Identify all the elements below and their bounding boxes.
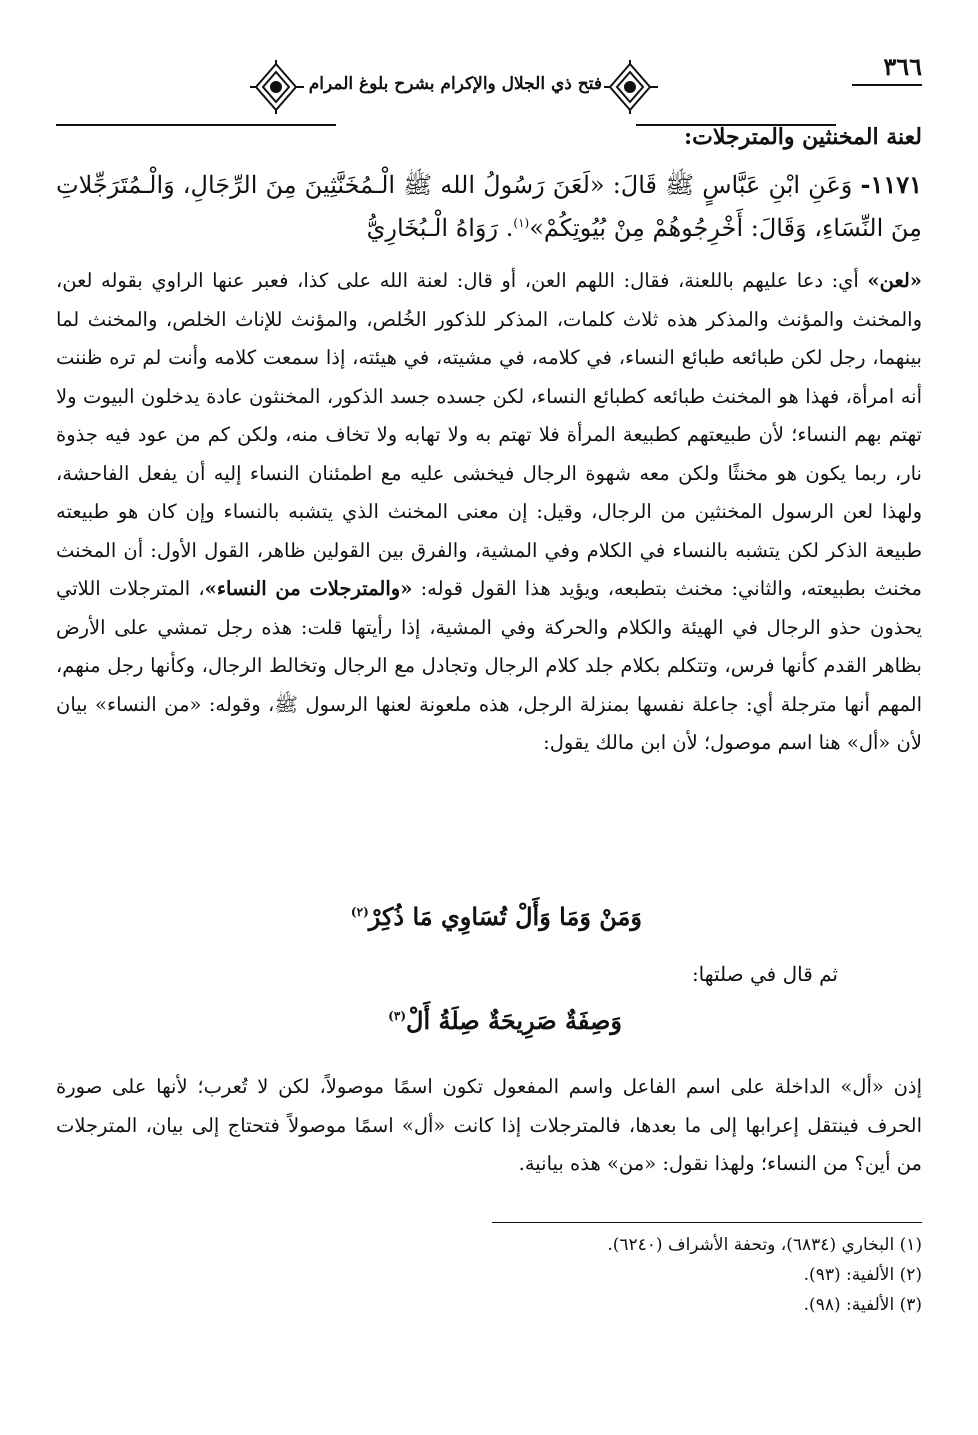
hadith-text [56,166,922,247]
keyword-mutarajjilat: «والمترجلات من النساء» [204,577,413,600]
commentary-part-2: ، المترجلات اللاتي يحذون حذو الرجال في الهيئة والكلام والحركة وفي المشية، إذا رأيتها قلت: هذه رجل تمشي على الأرض بظاهر القدم كأنها فرس، وتتكلم بكلام جلد كلام الرجال وتجادل مع الرجال وتخالط الرجال، وكأنها رجل منهم، المهم أنها مترجلة أي: جاعلة نفسها بمنزلة الرجل، هذه ملعونة لعنها الرسول ﷺ، وقوله: «من النساء» بيان لأن «أل» هنا اسم موصول؛ لأن ابن مالك يقول: [56,577,922,754]
keyword-lan: «لعن» [867,269,922,292]
page-header [56,48,922,118]
then-said-line: ثم قال في صلتها: [691,962,838,986]
poetry-verse-2 [388,1006,622,1035]
footnote-2: (٢) الألفية: (٩٣). [803,1265,922,1285]
footnote-3: (٣) الألفية: (٩٨). [803,1295,922,1315]
header-rule [56,124,336,126]
page-number-underline [852,84,922,86]
section-title: لعنة المخنثين والمترجلات: [684,124,922,150]
footnote-ref: (٣) [388,1009,406,1023]
verse-text: وَصِفَةٌ صَرِيحَةٌ صِلَةُ أَلْ [406,1006,622,1035]
verse-text: وَمَنْ وَمَا وَأَلْ تُسَاوِي مَا ذُكِرْ [368,902,642,931]
hadith-source: . رَوَاهُ الْـبُخَارِيُّ [366,214,514,242]
commentary-part-1: أي: دعا عليهم باللعنة، فقال: اللهم العن، أو قال: لعنة الله على كذا، فعبر عنها الراوي بقوله لعن، والمخنث والمؤنث والمذكر هذه ثلاث كلمات، المذكر للذكور الخُلص، والمؤنث للإناث الخلص، والمخنث لما بينهما، رجل لكن طبائعه طبائع النساء، في كلامه، في مشيته، في هيئته، إذا سمعت كلامه وأنت لم تره ظننت أنه امرأة، فهذا هو المخنث طبائعه كطبائع النساء، لكن جسده جسد الذكور، المخنثون عادة يدخلون البيوت ولا تهتم بهم النساء؛ لأن طبيعتهم كطبيعة المرأة فلا تهتم به ولا تهابه ولا تخاف منه، ولكن كم من عود فيه جذوة نار، ربما يكون هو مخنثًا ولكن معه شهوة الرجال فيخشى عليه مع اطمئنان النساء إليه أن يفعل الفاحشة، ولهذا لعن الرسول المخنثين من الرجال، وقيل: إن معنى المخنث الذي يتشبه بالنساء وإن كان هو طبيعته طبيعة الذكر لكن يتشبه بالنساء في الكلام وفي المشية، والفرق بين القولين ظاهر، القول الأول: أن المخنث مخنث بطبيعته، والثاني: مخنث بتطبعه، ويؤيد هذا القول قوله: [56,269,922,600]
page-number: ٣٦٦ [883,52,922,81]
footnotes [56,1230,922,1320]
commentary [56,262,922,763]
hadith-number: ١١٧١- [860,170,922,199]
paragraph-2: إذن «أل» الداخلة على اسم الفاعل واسم المفعول تكون اسمًا موصولاً، لكن لا تُعرب؛ لأنها على صورة الحرف فينتقل إعرابها إلى ما بعدها، فالمترجلات إذا كانت «أل» اسمًا موصولاً فتحتاج إلى بيان، المترجلات من أين؟ من النساء؛ ولهذا نقول: «من» هذه بيانية. [56,1075,922,1175]
header-ornament-icon [246,60,306,114]
footnote-ref: (١) [513,216,530,230]
header-ornament-icon [600,60,660,114]
footnote-1: (١) البخاري (٦٨٣٤)، وتحفة الأشراف (٦٢٤٠). [607,1235,922,1255]
footnote-ref: (٢) [350,905,369,919]
poetry-verse-1 [351,902,642,931]
hadith-body: وَعَنِ ابْنِ عَبَّاسٍ ﷺ قَالَ: «لَعَنَ رَسُولُ الله ﷺ الْـمُخَنَّثِينَ مِنَ الرِّجَالِ، وَالْـمُتَرَجِّلاتِ مِنَ النِّسَاءِ، وَقَالَ: أَخْرِجُوهُمْ مِنْ بُيُوتِكُمْ» [56,171,922,242]
book-title: فتح ذي الجلال والإكرام بشرح بلوغ المرام [308,74,602,94]
footnote-rule [492,1222,922,1223]
